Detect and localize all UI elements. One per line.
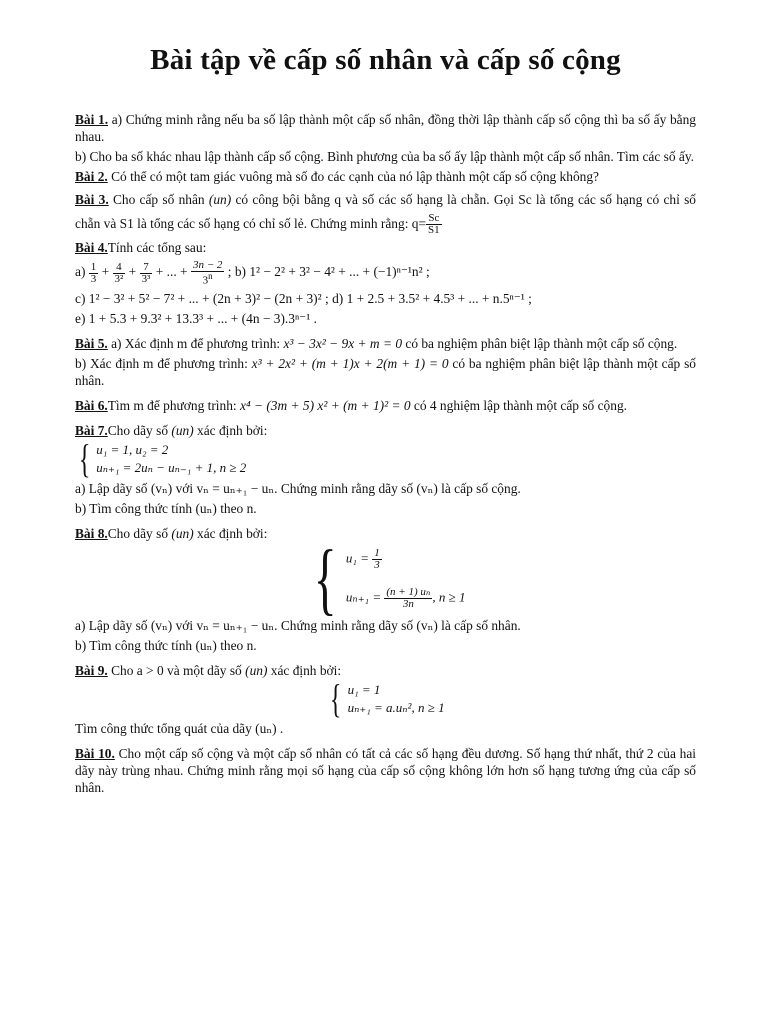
fraction-num: 1 <box>374 546 380 559</box>
exercise-3 <box>75 188 696 236</box>
exercise-4-a: a) $\frac{1}{3}$ + $\frac{4}{\text{3²}}$ + $\frac{7}{\text{3³}}$ + ... + $\frac{3n - 2}{3^n}$ ; b) 1² − 2² + 3² − 4² + ... + (−1)ⁿ⁻¹n² ; <box>75 259 430 287</box>
equation-5a: x³ − 3x² − 9x + m = 0 <box>283 335 403 351</box>
exercise-7-b: b) Tìm công thức tính (uₙ) theo n. <box>75 500 257 516</box>
brace-icon: { <box>313 534 337 623</box>
exercise-5-a-text-2: có ba nghiệm phân biệt lập thành một cấp số cộng. <box>402 335 678 351</box>
exercise-2 <box>75 168 696 185</box>
ellipsis-plus: + ... + <box>155 264 188 280</box>
exercise-6-text-2: có 4 nghiệm lập thành một cấp số cộng. <box>410 397 627 413</box>
exercise-7 <box>75 422 696 439</box>
term-1: $\frac{1}{3}$ <box>90 260 97 285</box>
exercise-5-label: Bài 5. <box>75 335 108 351</box>
exercise-6-label: Bài 6. <box>75 397 108 413</box>
system-9-line-2: uₙ₊₁ = a.uₙ², n ≥ 1 <box>347 699 445 715</box>
system-9-wrapper <box>75 675 696 721</box>
exercise-4-text: Tính các tổng sau: <box>107 240 207 256</box>
system-8-lines <box>346 544 466 614</box>
exercise-4-b: ; b) 1² − 2² + 3² − 4² + ... + (−1)ⁿ⁻¹n² ; <box>227 264 430 280</box>
equation-6: x⁴ − (3m + 5) x² + (m + 1)² = 0 <box>240 397 411 413</box>
sequence-un-8: (un) <box>171 525 194 541</box>
system-8-line-2 <box>346 587 466 610</box>
page-title: Bài tập về cấp số nhân và cấp số cộng <box>150 44 621 76</box>
exercise-5-b-text-1: b) Xác định m để phương trình: <box>75 355 252 371</box>
exercise-2-label: Bài 2. <box>75 169 108 184</box>
exercise-9-label: Bài 9. <box>75 662 108 678</box>
system-8-wrapper <box>75 534 696 623</box>
exercise-8-text-2: xác định bởi: <box>193 525 268 541</box>
exercise-8-b: b) Tìm công thức tính (uₙ) theo n. <box>75 637 257 653</box>
term-2: $\frac{4}{\text{3²}}$ <box>114 260 124 285</box>
system-7-lines <box>96 441 246 477</box>
ratio-formula <box>411 212 442 237</box>
system-9-line-1: u₁ = 1 <box>347 681 381 697</box>
exercise-7-a: a) Lập dãy số (vₙ) với vₙ = uₙ₊₁ − uₙ. Chứng minh rằng dãy số (vₙ) là cấp số cộng. <box>75 480 521 496</box>
system-7 <box>75 435 247 481</box>
fraction-den: 3 <box>374 558 380 571</box>
exercise-4-a-label: a) <box>75 264 89 280</box>
exercise-1 <box>75 111 696 145</box>
exercise-7-text-1: Cho dãy số <box>107 422 172 438</box>
exercise-6-text-1: Tìm m để phương trình: <box>107 397 240 413</box>
ratio-fraction <box>426 213 442 236</box>
exercise-8 <box>75 525 696 542</box>
system-8-un1: uₙ₊₁ = <box>345 589 382 605</box>
brace-icon: { <box>330 675 342 721</box>
system-7-line-2: uₙ₊₁ = 2uₙ − uₙ₋₁ + 1, n ≥ 2 <box>96 459 247 475</box>
exercise-3-text-3: là tổng các số hạng có chỉ số chẵn và <box>75 192 696 231</box>
exercise-5-a <box>75 335 696 352</box>
exercise-7-label: Bài 7. <box>75 422 108 438</box>
system-8-line-1 <box>346 548 466 571</box>
ratio-denominator: S1 <box>428 224 440 237</box>
exercise-4 <box>75 239 696 256</box>
sequence-un-9: (un) <box>245 662 268 678</box>
system-8-cond: , n ≥ 1 <box>432 589 466 605</box>
exercise-2-text: Có thể có một tam giác vuông mà số đo các cạnh của nó lập thành một cấp số cộng không? <box>107 169 599 184</box>
system-8-u1: u₁ = <box>345 550 369 566</box>
exercise-3-text-1: Cho cấp số nhân <box>108 192 209 207</box>
fraction-recurrence <box>384 587 432 610</box>
system-8 <box>306 534 466 623</box>
exercise-4-label: Bài 4. <box>75 240 108 256</box>
exercise-4-e: e) 1 + 5.3 + 9.3² + 13.3³ + ... + (4n − 3).3ⁿ⁻¹ . <box>75 310 317 326</box>
sequence-un: (un) <box>208 192 232 207</box>
exercise-9-text-2: xác định bởi: <box>267 662 342 678</box>
exercise-6 <box>75 397 696 414</box>
exercise-1-part-a: a) Chứng minh rằng nếu ba số lập thành một cấp số nhân, đồng thời lập thành cấp số cộng thì ba số ấy bằng nhau. <box>75 112 696 144</box>
exercise-8-text-1: Cho dãy số <box>107 525 172 541</box>
exercise-3-text-4: là tổng các số hạng có chỉ số lẻ. Chứng minh rằng: <box>133 216 412 231</box>
exercise-4-cd: c) 1² − 3² + 5² − 7² + ... + (2n + 3)² − (2n + 3)² ; d) 1 + 2.5 + 3.5² + 4.5³ + ... + n.5ⁿ⁻¹ ; <box>75 290 532 306</box>
exercise-7-text-2: xác định bởi: <box>193 422 268 438</box>
term-3: $\frac{7}{\text{3³}}$ <box>141 260 151 285</box>
system-9 <box>326 675 445 721</box>
system-7-line-1: u₁ = 1, u₂ = 2 <box>96 441 169 457</box>
sum-even: Sc <box>518 192 532 207</box>
exercise-1-part-b: b) Cho ba số khác nhau lập thành cấp số cộng. Bình phương của ba số ấy lập thành một cấp số nhân. Tìm các số ấy. <box>75 149 695 164</box>
exercise-10-text: Cho một cấp số cộng và một cấp số nhân có tất cả các số hạng đều dương. Số hạng thứ nhất, thứ 2 của hai dãy này trùng nhau. Chứng minh rằng mọi số hạng của cấp số cộng không lớn hơn số hạng tương ứng của cấp số nhân. <box>75 745 696 795</box>
exercise-10-label: Bài 10. <box>75 745 115 761</box>
exercise-3-label: Bài 3. <box>75 192 109 207</box>
sum-odd: S1 <box>119 216 134 231</box>
ratio-q: q= <box>411 216 427 231</box>
exercise-5-a-text-1: a) Xác định m để phương trình: <box>107 335 284 351</box>
brace-icon: { <box>78 435 91 481</box>
exercise-9-text-3: Tìm công thức tổng quát của dãy (uₙ) . <box>75 720 284 736</box>
exercise-10 <box>75 745 696 796</box>
sequence-un-7: (un) <box>171 422 194 438</box>
exercise-1-label: Bài 1. <box>75 112 109 127</box>
exercise-9-text-1: Cho a > 0 và một dãy số <box>107 662 246 678</box>
fraction-1-3 <box>372 548 382 571</box>
exercise-5-b-text-2: có ba nghiệm phân biệt lập thành một cấp số nhân. <box>75 355 696 388</box>
fraction-den: 3n <box>384 598 432 610</box>
system-9-lines <box>348 681 445 717</box>
ratio-numerator: Sc <box>428 212 440 225</box>
exercise-9 <box>75 662 696 679</box>
exercise-3-text-2: có công bội bằng q và số các số hạng là chẵn. Gọi <box>231 192 519 207</box>
exercise-5-b <box>75 355 696 389</box>
term-n: $\frac{3n - 2}{3^n}$ <box>192 259 223 287</box>
exercise-8-a: a) Lập dãy số (vₙ) với vₙ = uₙ₊₁ − uₙ. Chứng minh rằng dãy số (vₙ) là cấp số nhân. <box>75 617 521 633</box>
fraction-num: (n + 1) uₙ <box>386 585 431 598</box>
exercise-8-label: Bài 8. <box>75 525 108 541</box>
equation-5b: x³ + 2x² + (m + 1)x + 2(m + 1) = 0 <box>251 355 449 371</box>
